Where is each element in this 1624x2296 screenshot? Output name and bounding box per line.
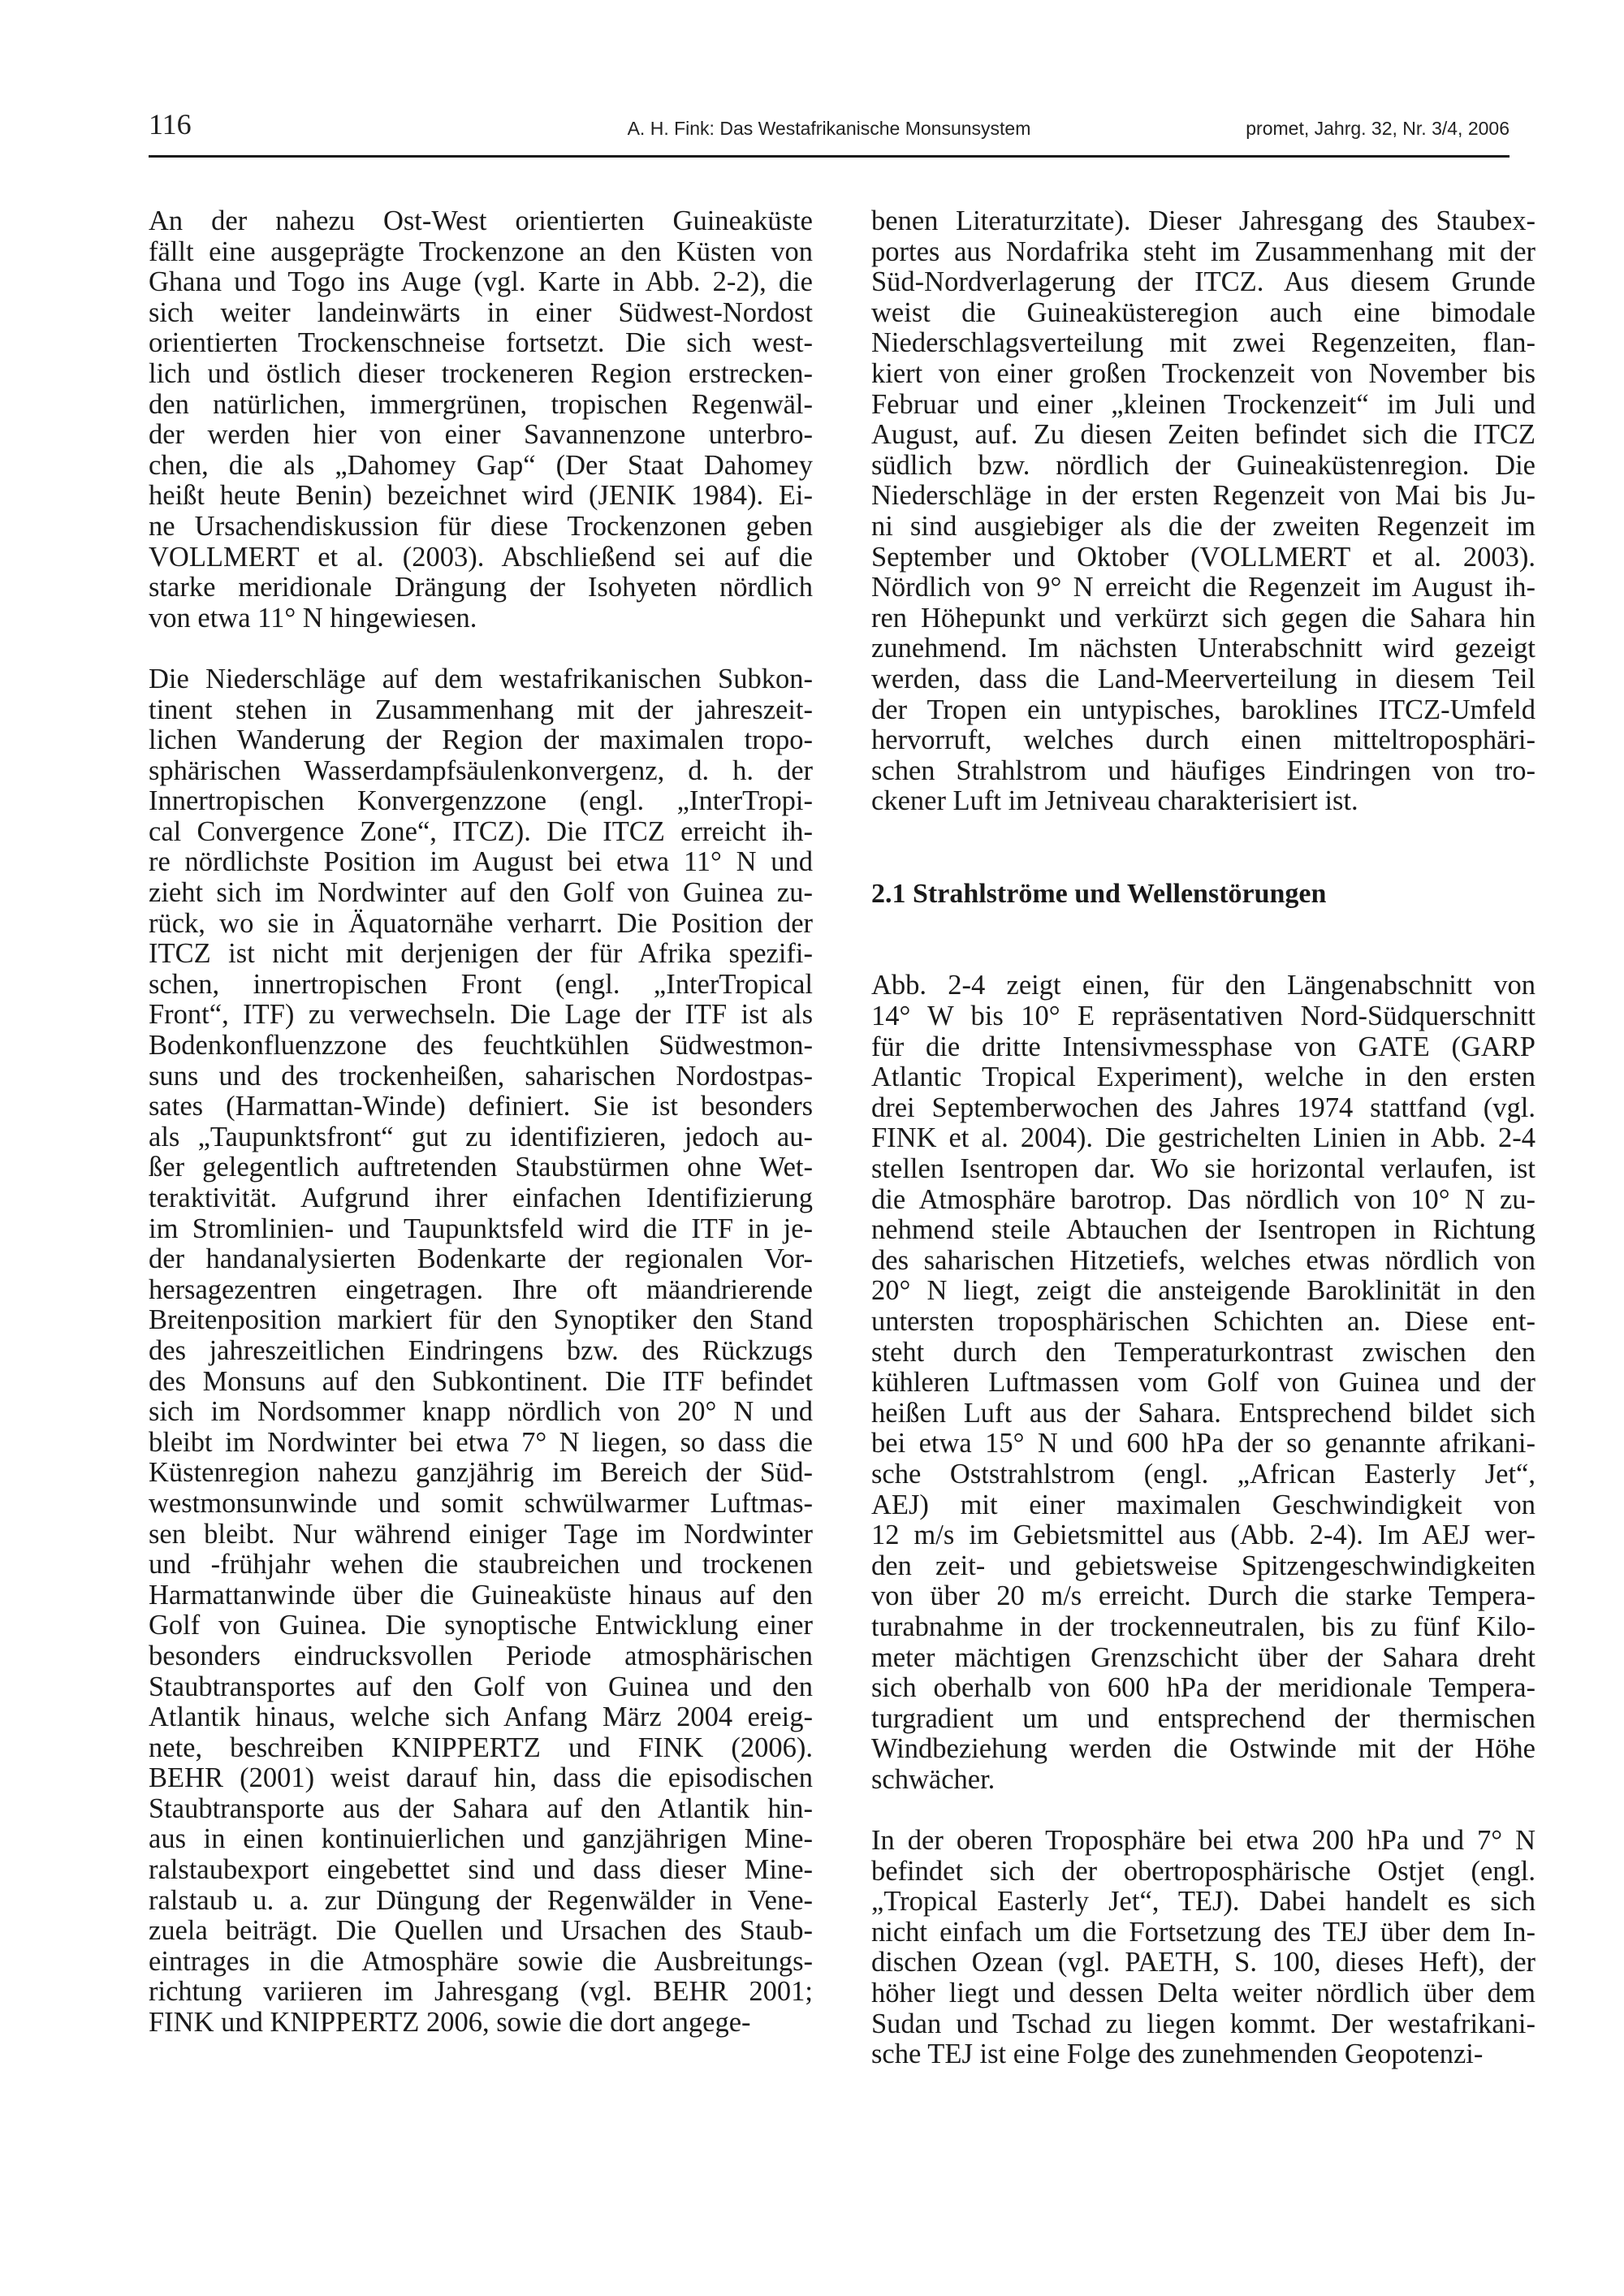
text-line: ckener Luft im Jetniveau charakterisiert ist. [871,785,1358,817]
text-line: August, auf. Zu diesen Zeiten befindet sich die ITCZ [871,419,1535,451]
text-line: sphärischen Wasserdampfsäulenkonvergenz, d. h. der [149,755,813,786]
text-line: Harmattanwinde über die Guineaküste hinaus auf den [149,1579,813,1611]
text-line: FINK et al. 2004). Die gestrichelten Linien in Abb. 2-4 [871,1122,1535,1154]
text-line: kiert von einer großen Trockenzeit von November bis [871,357,1535,389]
text-line: schwächer. [871,1763,996,1795]
text-line: im Stromlinien- und Taupunktsfeld wird die ITF in je- [149,1213,813,1244]
text-line: sates (Harmattan-Winde) definiert. Sie ist besonders [149,1091,813,1122]
text-line: 20° N liegt, zeigt die ansteigende Baroklinität in den [871,1275,1535,1307]
text-line: Bodenkonfluenzzone des feuchtkühlen Südwestmon- [149,1030,813,1062]
text-line: der handanalysierten Bodenkarte der regionalen Vor- [149,1243,813,1275]
text-line: des Monsuns auf den Subkontinent. Die ITF befindet [149,1365,813,1397]
text-line: chen, die als „Dahomey Gap“ (Der Staat Dahomey [149,449,813,481]
text-line: nete, beschreiben KNIPPERTZ und FINK (2006). [149,1732,813,1763]
text-line: der Tropen ein untypisches, baroklines ITCZ-Umfeld [871,694,1535,725]
text-line: BEHR (2001) weist darauf hin, dass die episodischen [149,1762,813,1794]
text-line: Küstenregion nahezu ganzjährig im Bereich der Süd- [149,1457,813,1489]
text-line: sich im Nordsommer knapp nördlich von 20° N und [149,1396,813,1428]
text-line: von etwa 11° N hingewiesen. [149,602,477,633]
text-line: turabnahme in der trockenneutralen, bis zu fünf Kilo- [871,1611,1535,1642]
text-line: zunehmend. Im nächsten Unterabschnitt wird gezeigt [871,633,1535,664]
text-line: nicht einfach um die Fortsetzung des TEJ über dem In- [871,1916,1535,1948]
text-line: stellen Isentropen dar. Wo sie horizontal verlaufen, ist [871,1153,1535,1185]
text-line: steht durch den Temperaturkontrast zwischen den [871,1336,1535,1368]
text-line: der werden hier von einer Savannenzone unterbro- [149,419,813,451]
text-line: bleibt im Nordwinter bei etwa 7° N liegen, so dass die [149,1426,813,1458]
text-line: meter mächtigen Grenzschicht über der Sahara dreht [871,1641,1535,1673]
text-line: „Tropical Easterly Jet“, TEJ). Dabei handelt es sich [871,1886,1535,1918]
text-line: heißt heute Benin) bezeichnet wird (JENIK 1984). Ei- [149,480,813,512]
text-line: kühleren Luftmassen vom Golf von Guinea und der [871,1367,1535,1399]
text-line: befindet sich der obertroposphärische Ostjet (engl. [871,1855,1535,1887]
text-line: ralstaub u. a. zur Düngung der Regenwälder in Vene- [149,1884,813,1916]
text-line: den zeit- und gebietsweise Spitzengeschwindigkeiten [871,1550,1535,1581]
text-line: In der oberen Troposphäre bei etwa 200 hPa und 7° N [871,1825,1535,1857]
text-line: Süd-Nordverlagerung der ITCZ. Aus diesem Grunde [871,266,1535,298]
text-line: dischen Ozean (vgl. PAETH, S. 100, dieses Heft), der [871,1947,1535,1978]
text-line: des saharischen Hitzetiefs, welches etwas nördlich von [871,1244,1535,1276]
text-line: turgradient um und entsprechend der thermischen [871,1702,1535,1734]
running-head: A. H. Fink: Das Westafrikanische Monsunsystem [627,118,1031,139]
text-line: suns und des trockenheißen, saharischen Nordostpas- [149,1060,813,1092]
text-line: VOLLMERT et al. (2003). Abschließend sei auf die [149,541,813,573]
text-line: für die dritte Intensivmessphase von GATE (GARP [871,1031,1535,1062]
paragraph [149,664,813,2039]
header-rule [149,155,1510,158]
text-line: portes aus Nordafrika steht im Zusammenhang mit der [871,236,1535,267]
text-line: als „Taupunktsfront“ gut zu identifizieren, jedoch au- [149,1121,813,1152]
text-line: 14° W bis 10° E repräsentativen Nord-Südquerschnitt [871,1001,1535,1032]
text-line: Sudan und Tschad zu liegen kommt. Der westafrikani- [871,2008,1535,2039]
text-line: Breitenposition markiert für den Synoptiker den Stand [149,1304,813,1336]
text-line: sich oberhalb von 600 hPa der meridionale Tempera- [871,1672,1535,1704]
text-line: werden, dass die Land-Meerverteilung in diesem Teil [871,663,1535,694]
text-line: rück, wo sie in Äquatornähe verharrt. Die Position der [149,907,813,939]
text-line: Ghana und Togo ins Auge (vgl. Karte in Abb. 2-2), die [149,266,813,298]
text-line: sich weiter landeinwärts in einer Südwest-Nordost [149,296,813,328]
text-line: 12 m/s im Gebietsmittel aus (Abb. 2-4). Im AEJ wer- [871,1520,1535,1551]
text-line: cal Convergence Zone“, ITCZ). Die ITCZ erreicht ih- [149,815,813,847]
text-line: des jahreszeitlichen Eindringens bzw. des Rückzugs [149,1334,813,1366]
text-line: re nördlichste Position im August bei etwa 11° N und [149,846,813,878]
text-line: Atlantic Tropical Experiment), welche in den ersten [871,1062,1535,1093]
text-line: hervorruft, welches durch einen mitteltroposphäri- [871,724,1535,756]
text-line: Staubtransportes auf den Golf von Guinea und den [149,1671,813,1702]
text-line: starke meridionale Drängung der Isohyeten nördlich [149,572,813,603]
text-line: Innertropischen Konvergenzzone (engl. „InterTropi- [149,785,813,817]
text-line: und -frühjahr wehen die staubreichen und trockenen [149,1549,813,1580]
left-column [149,206,813,2039]
text-line: zuela beiträgt. Die Quellen und Ursachen des Staub- [149,1915,813,1947]
paragraph [871,206,1535,817]
text-line: die Atmosphäre barotrop. Das nördlich von 10° N zu- [871,1183,1535,1215]
text-line: hersagezentren eingetragen. Ihre oft mäandrierende [149,1273,813,1305]
text-line: September und Oktober (VOLLMERT et al. 2003). [871,541,1535,573]
text-line: südlich bzw. nördlich der Guineaküstenregion. Die [871,449,1535,481]
text-line: westmonsunwinde und somit schwülwarmer Luftmas- [149,1487,813,1519]
text-line: bei etwa 15° N und 600 hPa der so genannte afrikani- [871,1428,1535,1459]
text-line: untersten troposphärischen Schichten an. Diese ent- [871,1306,1535,1337]
text-line: Staubtransporte aus der Sahara auf den Atlantik hin- [149,1792,813,1824]
text-line: lichen Wanderung der Region der maximalen tropo- [149,724,813,756]
text-line: ne Ursachendiskussion für diese Trockenzonen geben [149,510,813,542]
paragraph [871,971,1535,1795]
section-heading: 2.1 Strahlströme und Wellenstörungen [871,878,1327,909]
text-line: Die Niederschläge auf dem westafrikanischen Subkon- [149,663,813,694]
text-line: weist die Guineaküsteregion auch eine bimodale [871,296,1535,328]
text-line: tinent stehen in Zusammenhang mit der jahreszeit- [149,694,813,725]
text-line: Niederschlagsverteilung mit zwei Regenzeiten, flan- [871,327,1535,359]
text-line: Abb. 2-4 zeigt einen, für den Längenabschnitt von [871,970,1535,1001]
text-line: lich und östlich dieser trockeneren Region erstrecken- [149,357,813,389]
text-line: ren Höhepunkt und verkürzt sich gegen die Sahara hin [871,602,1535,633]
text-line: AEJ) mit einer maximalen Geschwindigkeit von [871,1489,1535,1520]
page-header [149,104,1510,149]
text-line: Nördlich von 9° N erreicht die Regenzeit im August ih- [871,572,1535,603]
text-line: An der nahezu Ost-West orientierten Guineaküste [149,205,813,236]
text-line: eintrages in die Atmosphäre sowie die Ausbreitungs- [149,1945,813,1977]
right-column [871,206,1535,2070]
text-line: ITCZ ist nicht mit derjenigen der für Afrika spezifi- [149,938,813,970]
text-line: benen Literaturzitate). Dieser Jahresgang des Staubex- [871,205,1535,236]
text-line: heißen Luft aus der Sahara. Entsprechend bildet sich [871,1397,1535,1429]
text-line: von über 20 m/s erreicht. Durch die starke Tempera- [871,1580,1535,1612]
text-line: Front“, ITF) zu verwechseln. Die Lage der ITF ist als [149,999,813,1031]
text-line: schen, innertropischen Front (engl. „InterTropical [149,968,813,1000]
text-line: FINK und KNIPPERTZ 2006, sowie die dort angege- [149,2007,751,2039]
text-line: Niederschläge in der ersten Regenzeit von Mai bis Ju- [871,480,1535,512]
text-line: nehmend steile Abtauchen der Isentropen in Richtung [871,1214,1535,1246]
text-line: aus in einen kontinuierlichen und ganzjährigen Mine- [149,1823,813,1855]
text-line: teraktivität. Aufgrund ihrer einfachen Identifizierung [149,1183,813,1213]
text-line: Golf von Guinea. Die synoptische Entwicklung einer [149,1610,813,1641]
page-number: 116 [149,108,192,141]
text-line: Atlantik hinaus, welche sich Anfang März 2004 ereig- [149,1701,813,1733]
text-line: sche TEJ ist eine Folge des zunehmenden Geopotenzi- [871,2039,1484,2070]
text-line: orientierten Trockenschneise fortsetzt. Die sich west- [149,327,813,359]
text-line: drei Septemberwochen des Jahres 1974 stattfand (vgl. [871,1092,1535,1123]
text-line: besonders eindrucksvollen Periode atmosphärischen [149,1640,813,1671]
text-line: Februar und einer „kleinen Trockenzeit“ im Juli und [871,388,1535,420]
text-line: zieht sich im Nordwinter auf den Golf von Guinea zu- [149,877,813,909]
text-line: fällt eine ausgeprägte Trockenzone an den Küsten von [149,236,813,267]
text-line: höher liegt und dessen Delta weiter nördlich über dem [871,1978,1535,2009]
text-line: den natürlichen, immergrünen, tropischen Regenwäl- [149,388,813,420]
text-line: schen Strahlstrom und häufiges Eindringen von tro- [871,755,1535,786]
text-line: ßer gelegentlich auftretenden Staubstürmen ohne Wet- [149,1152,813,1183]
paragraph [149,206,813,633]
text-line: ni sind ausgiebiger als die der zweiten Regenzeit im [871,510,1535,542]
paragraph [871,1826,1535,2070]
text-line: sche Oststrahlstrom (engl. „African Easterly Jet“, [871,1458,1535,1490]
text-line: richtung variieren im Jahresgang (vgl. BEHR 2001; [149,1976,813,2008]
text-line: ralstaubexport eingebettet sind und dass dieser Mine- [149,1854,813,1886]
text-line: sen bleibt. Nur während einiger Tage im Nordwinter [149,1518,813,1550]
text-line: Windbeziehung werden die Ostwinde mit der Höhe [871,1733,1535,1765]
journal-citation: promet, Jahrg. 32, Nr. 3/4, 2006 [1246,118,1510,139]
